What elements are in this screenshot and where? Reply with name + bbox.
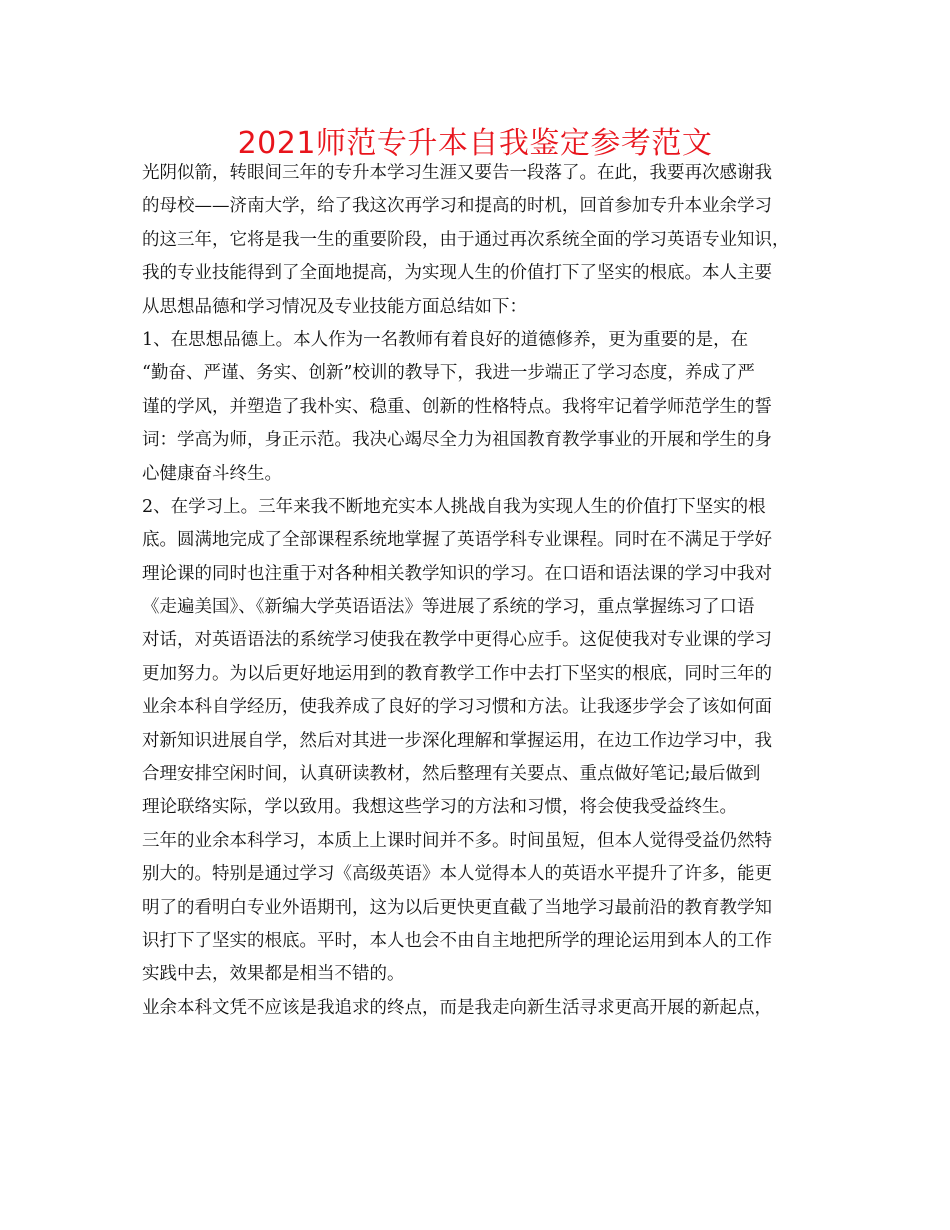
text-line: 三年的业余本科学习，本质上上课时间并不多。时间虽短，但本人觉得受益仍然特 xyxy=(142,830,772,851)
text-line: 识打下了坚实的根底。平时，本人也会不由自主地把所学的理论运用到本人的工作 xyxy=(142,930,772,951)
document-body xyxy=(142,157,822,1025)
text-line: 理论课的同时也注重于对各种相关教学知识的学习。在口语和语法课的学习中我对 xyxy=(142,563,772,584)
text-line: 对话，对英语语法的系统学习使我在教学中更得心应手。这促使我对专业课的学习 xyxy=(142,630,772,651)
text-line: 底。圆满地完成了全部课程系统地掌握了英语学科专业课程。同时在不满足于学好 xyxy=(142,530,772,551)
text-line: 业余本科文凭不应该是我追求的终点，而是我走向新生活寻求更高开展的新起点， xyxy=(142,997,772,1018)
document-title: 2021师范专升本自我鉴定参考范文 xyxy=(237,126,713,161)
text-line: 我的专业技能得到了全面地提高，为实现人生的价值打下了坚实的根底。本人主要 xyxy=(142,263,772,284)
text-line: 理论联络实际，学以致用。我想这些学习的方法和习惯，将会使我受益终生。 xyxy=(142,797,737,818)
text-line: 《走遍美国》、《新编大学英语语法》等进展了系统的学习，重点掌握练习了口语 xyxy=(142,597,755,618)
text-line: 业余本科自学经历，使我养成了良好的学习习惯和方法。让我逐步学会了该如何面 xyxy=(142,697,772,718)
text-line: “勤奋、严谨、务实、创新”校训的教导下，我进一步端正了学习态度，养成了严 xyxy=(142,363,755,384)
text-line: 2、在学习上。三年来我不断地充实本人挑战自我为实现人生的价值打下坚实的根 xyxy=(142,496,766,517)
text-line: 更加努力。为以后更好地运用到的教育教学工作中去打下坚实的根底，同时三年的 xyxy=(142,663,772,684)
text-line: 别大的。特别是通过学习《高级英语》本人觉得本人的英语水平提升了许多，能更 xyxy=(142,864,772,885)
text-line: 的这三年，它将是我一生的重要阶段，由于通过再次系统全面的学习英语专业知识， xyxy=(142,229,790,250)
text-line: 明了的看明白专业外语期刊，这为以后更快更直截了当地学习最前沿的教育教学知 xyxy=(142,897,772,918)
text-line: 光阴似箭，转眼间三年的专升本学习生涯又要告一段落了。在此，我要再次感谢我 xyxy=(142,163,772,183)
text-line: 的母校——济南大学，给了我这次再学习和提高的时机，回首参加专升本业余学习 xyxy=(142,196,772,217)
text-line: 对新知识进展自学，然后对其进一步深化理解和掌握运用，在边工作边学习中，我 xyxy=(142,730,772,751)
text-line: 词：学高为师，身正示范。我决心竭尽全力为祖国教育教学事业的开展和学生的身 xyxy=(142,430,772,451)
text-line: 谨的学风，并塑造了我朴实、稳重、创新的性格特点。我将牢记着学师范学生的誓 xyxy=(142,396,772,417)
text-line: 实践中去，效果都是相当不错的。 xyxy=(142,964,405,985)
text-line: 从思想品德和学习情况及专业技能方面总结如下： xyxy=(142,296,527,317)
text-line: 1、在思想品德上。本人作为一名教师有着良好的道德修养，更为重要的是，在 xyxy=(142,329,749,350)
text-line: 心健康奋斗终生。 xyxy=(142,463,282,484)
text-line: 合理安排空闲时间，认真研读教材，然后整理有关要点、重点做好笔记;最后做到 xyxy=(142,764,761,785)
